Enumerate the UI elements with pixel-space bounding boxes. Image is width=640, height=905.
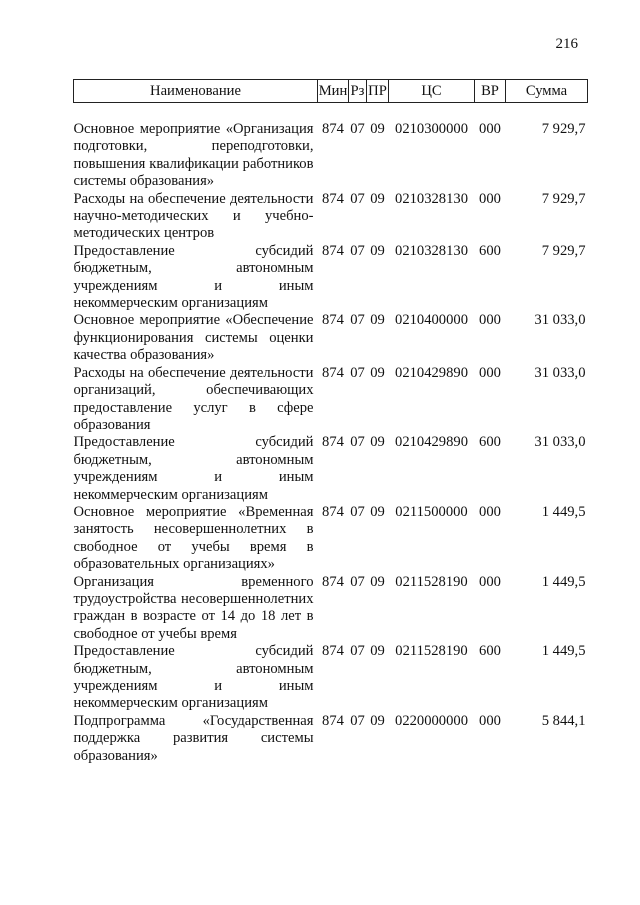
header-name: Наименование (74, 80, 318, 103)
row-pr: 09 (370, 364, 385, 381)
row-pr: 09 (370, 190, 385, 207)
table-row (74, 312, 588, 364)
row-pr: 09 (370, 712, 385, 729)
row-rz: 07 (350, 643, 365, 660)
row-min: 874 (322, 573, 344, 590)
row-pr: 09 (370, 121, 385, 137)
row-rz: 07 (350, 364, 365, 381)
row-sum: 7 929,7 (541, 121, 586, 137)
row-vr: 000 (479, 364, 501, 381)
row-sum: 7 929,7 (541, 242, 586, 259)
row-cs: 0211528190 (395, 643, 468, 660)
row-rz: 07 (350, 312, 365, 329)
row-cs: 0211500000 (395, 503, 468, 520)
row-rz: 07 (350, 242, 365, 259)
row-vr: 000 (479, 190, 501, 207)
row-vr: 600 (479, 434, 501, 451)
row-name: Основное мероприятие «Организация подготовки, переподготовки, повышения квалификации работников системы образования» (73, 121, 314, 190)
row-sum: 1 449,5 (541, 503, 586, 520)
row-name: Расходы на обеспечение деятельности организаций, обеспечивающих предоставление услуг в сфере образования (73, 364, 314, 433)
row-min: 874 (322, 121, 344, 137)
row-name: Подпрограмма «Государственная поддержка развития системы образования» (73, 712, 314, 764)
table-row (74, 713, 588, 765)
row-min: 874 (322, 434, 344, 451)
row-min: 874 (322, 503, 344, 520)
row-cs: 0220000000 (395, 712, 468, 729)
page-number: 216 (555, 36, 578, 52)
row-cs: 0210429890 (395, 434, 468, 451)
table-row (74, 191, 588, 243)
header-sum: Сумма (506, 80, 588, 103)
row-cs: 0210300000 (395, 121, 468, 137)
row-rz: 07 (350, 712, 365, 729)
table-row (74, 243, 588, 313)
row-name: Предоставление субсидий бюджетным, автономным учреждениям и иным некоммерческим организациям (73, 643, 314, 712)
row-name: Предоставление субсидий бюджетным, автономным учреждениям и иным некоммерческим организациям (73, 242, 314, 312)
row-rz: 07 (350, 573, 365, 590)
table-row (74, 121, 588, 191)
row-min: 874 (322, 712, 344, 729)
row-vr: 600 (479, 242, 501, 259)
row-name: Основное мероприятие «Обеспечение функционирования системы оценки качества образования» (73, 312, 314, 364)
row-rz: 07 (350, 121, 365, 137)
row-sum: 1 449,5 (541, 643, 586, 660)
row-cs: 0210328130 (395, 242, 468, 259)
header-rz: Рз (349, 80, 367, 103)
row-cs: 0210328130 (395, 190, 468, 207)
row-name: Основное мероприятие «Временная занятость несовершеннолетних в свободное от учебы время в образовательных организациях» (73, 503, 314, 573)
row-rz: 07 (350, 503, 365, 520)
header-min: Мин (318, 80, 349, 103)
row-pr: 09 (370, 643, 385, 660)
table-row (74, 643, 588, 713)
row-pr: 09 (370, 434, 385, 451)
row-vr: 000 (479, 503, 501, 520)
row-min: 874 (322, 190, 344, 207)
table-row (74, 365, 588, 435)
row-sum: 31 033,0 (534, 312, 586, 329)
row-pr: 09 (370, 503, 385, 520)
row-vr: 000 (479, 712, 501, 729)
header-pr: ПР (367, 80, 389, 103)
row-pr: 09 (370, 242, 385, 259)
row-cs: 0211528190 (395, 573, 468, 590)
row-rz: 07 (350, 190, 365, 207)
header-vr: ВР (475, 80, 506, 103)
row-cs: 0210429890 (395, 364, 468, 381)
row-pr: 09 (370, 573, 385, 590)
table-header-row (74, 80, 588, 103)
row-min: 874 (322, 242, 344, 259)
table-row (74, 574, 588, 644)
table-row (74, 504, 588, 574)
row-vr: 000 (479, 573, 501, 590)
row-name: Организация временного трудоустройства несовершеннолетних граждан в возрасте от 14 до 18 лет в свободное от учебы время (73, 573, 314, 642)
row-name: Расходы на обеспечение деятельности научно-методических и учебно-методических центров (73, 190, 314, 242)
row-vr: 600 (479, 643, 501, 660)
row-pr: 09 (370, 312, 385, 329)
row-sum: 31 033,0 (534, 364, 586, 381)
row-name: Предоставление субсидий бюджетным, автономным учреждениям и иным некоммерческим организациям (73, 434, 314, 503)
row-min: 874 (322, 643, 344, 660)
row-min: 874 (322, 364, 344, 381)
row-min: 874 (322, 312, 344, 329)
row-sum: 1 449,5 (541, 573, 586, 590)
row-sum: 5 844,1 (541, 712, 586, 729)
row-vr: 000 (479, 121, 501, 137)
budget-table (73, 79, 588, 765)
row-rz: 07 (350, 434, 365, 451)
row-sum: 31 033,0 (534, 434, 586, 451)
row-vr: 000 (479, 312, 501, 329)
row-sum: 7 929,7 (541, 190, 586, 207)
table-row (74, 434, 588, 504)
row-cs: 0210400000 (395, 312, 468, 329)
header-cs: ЦС (389, 80, 475, 103)
